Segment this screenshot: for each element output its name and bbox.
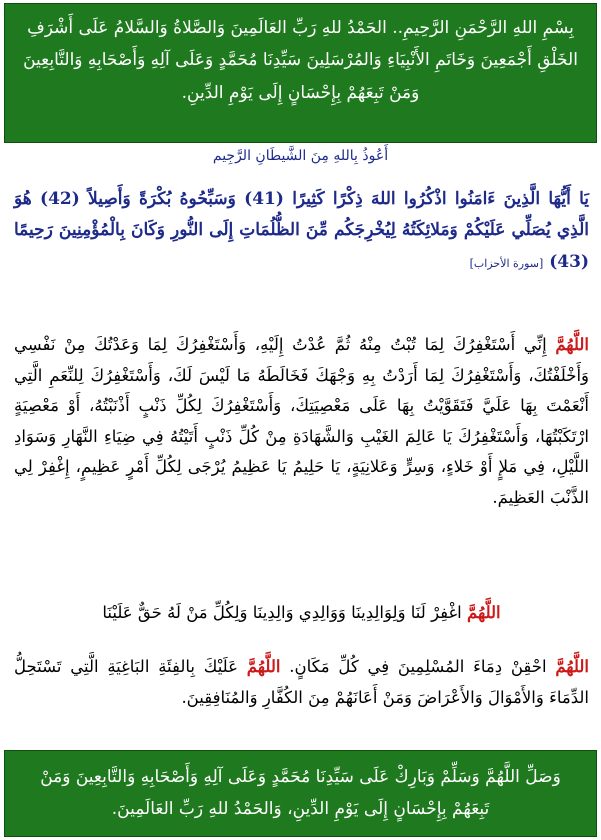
protection-supplication-text-1: احْقِنْ دِمَاءَ المُسْلِمِينَ فِي كُلِّ مَكَانٍ.	[289, 657, 547, 676]
surah-reference: [سورة الأحزاب]	[469, 256, 544, 270]
closing-salutation-text: وَصَلِّ اللَّهُمَّ وَسَلِّمْ وَبَارِكْ عَلَى سَيِّدِنَا مُحَمَّدٍ وَعَلَى آلِهِ وَأَصْحَابِهِ وَالتَّابِعِينَ وَمَنْ تَبِعَهُمْ بِإِحْسَانٍ إِلَى يَوْمِ الدِّينِ، وَالحَمْدُ للهِ رَبِّ العَالَمِينَ.	[40, 767, 561, 820]
closing-salutation-box	[4, 750, 597, 837]
main-supplication	[14, 330, 589, 513]
forgiveness-supplication	[14, 598, 589, 629]
forgiveness-supplication-text: اغْفِرْ لَنَا وَلِوَالِدِينَا وَوَالِدِي وَالِدِينَا وَلِكُلِّ مَنْ لَهُ حَقٌّ عَلَيْنَا	[102, 603, 462, 622]
allahumma-label: اللَّهُمَّ	[555, 657, 589, 676]
allahumma-label: اللَّهُمَّ	[466, 603, 501, 622]
taawudh-line: أَعُوذُ بِاللهِ مِنَ الشَّيطَانِ الرَّجِيم	[212, 148, 389, 164]
allahumma-label: اللَّهُمَّ	[246, 657, 281, 676]
opening-praise-box	[4, 3, 597, 143]
verse-text: يَا أَيُّهَا الَّذِينَ ءَامَنُوا اذْكُرُوا اللهَ ذِكْرًا كَثِيرًا (41) وَسَبِّحُوهُ بُكْرَةً وَأَصِيلاً (42) هُوَ الَّذِي يُصَلِّي عَلَيْكُمْ وَمَلائِكَتُهُ لِيُخْرِجَكُم مِّنَ الظُّلُمَاتِ إِلَى النُّورِ وَكَانَ بِالْمُؤْمِنِينَ رَحِيمًا (43)	[14, 189, 589, 272]
protection-supplication	[14, 652, 589, 713]
protection-supplication-text-2: عَلَيْكَ بِالفِئَةِ البَاغِيَةِ الَّتِي تَسْتَحِلُّ الدِّمَاءَ وَالأَمْوَالَ وَالأَعْرَاضَ وَمَنْ أَعَانَهُمْ مِنَ الكُفَّارِ وَالمُنَافِقِينَ.	[14, 657, 589, 707]
allahumma-label: اللَّهُمَّ	[555, 335, 589, 354]
main-supplication-text: إِنِّي أَسْتَغْفِرُكَ لِمَا تُبْتُ مِنْهُ ثُمَّ عُدْتُ إِلَيْهِ، وَأَسْتَغْفِرُكَ لِمَا وَعَدْتُكَ مِنْ نَفْسِي وَأَخْلَفْتُكَ، وَأَسْتَغْفِرُكَ لِمَا أَرَدْتُ بِهِ وَجْهَكَ فَخَالَطَهُ مَا لَيْسَ لَكَ، وَأَسْتَغْفِرُكَ لِلنِّعَمِ الَّتِي أَنْعَمْتَ بِهَا عَلَيَّ فَتَقَوَّيْتُ بِهَا عَلَى مَعْصِيَتِكَ، وَأَسْتَغْفِرُكَ لِكُلِّ ذَنْبٍ أَذْنَبْتُهُ، أَوْ مَعْصِيَةٍ ارْتَكَبْتُهَا، وَأَسْتَغْفِرُكَ يَا عَالِمَ الغَيْبِ وَالشَّهَادَةِ مِنْ كُلِّ ذَنْبٍ أَتَيْتُهُ فِي ضِيَاءِ النَّهَارِ وَسَوَادِ اللَّيْلِ، فِي مَلإٍ أَوْ خَلاءٍ، وَسِرٍّ وَعَلانِيَةٍ، يَا حَلِيمُ يَا عَظِيمُ يُرْجَى لِكُلِّ أَمْرٍ عَظِيمٍ، إِغْفِرْ لِي الذَّنْبَ العَظِيمَ.	[14, 335, 589, 507]
quran-verse	[14, 184, 589, 278]
opening-praise-text: بِسْمِ اللهِ الرَّحْمَنِ الرَّحِيمِ.. الحَمْدُ للهِ رَبِّ العَالَمِينَ وَالصَّلاةُ وَالسَّلامُ عَلَى أَشْرَفِ الخَلْقِ أَجْمَعِينَ وَخَاتَمِ الأَنْبِيَاءِ وَالمُرْسَلِينَ سَيِّدِنَا مُحَمَّدٍ وَعَلَى آلِهِ وَأَصْحَابِهِ وَالتَّابِعِينَ وَمَنْ تَبِعَهُمْ بِإِحْسَانٍ إِلَى يَوْمِ الدِّينِ.	[23, 18, 578, 103]
